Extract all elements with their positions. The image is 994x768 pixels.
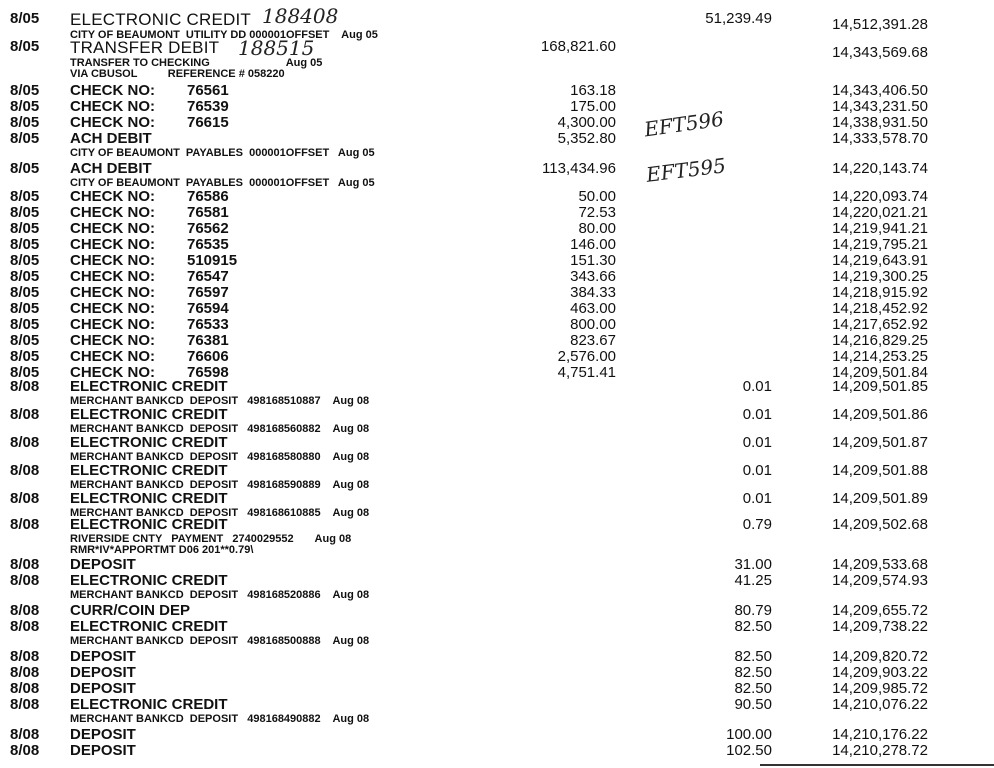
transaction-type: CHECK NO: (70, 316, 155, 333)
transaction-type: CHECK NO: (70, 348, 155, 365)
credit-amount: 100.00 (726, 726, 772, 743)
transaction-description (70, 648, 136, 665)
running-balance: 14,219,795.21 (832, 236, 928, 253)
debit-amount: 72.53 (578, 204, 616, 221)
check-number: 76598 (187, 364, 229, 381)
credit-amount: 31.00 (734, 556, 772, 573)
transaction-date: 8/08 (10, 696, 40, 713)
transaction-description (70, 82, 229, 99)
handwritten-note-188515: 188515 (238, 36, 315, 60)
transaction-description (70, 664, 136, 681)
handwritten-note-188408: 188408 (262, 4, 339, 28)
transaction-type: ACH DEBIT (70, 130, 152, 147)
transaction-description (70, 220, 229, 237)
running-balance: 14,210,278.72 (832, 742, 928, 759)
check-number: 76597 (187, 284, 229, 301)
transaction-detail-line: MERCHANT BANKCD DEPOSIT 498168510887 Aug 08 (70, 395, 370, 407)
transaction-type: DEPOSIT (70, 648, 136, 665)
transaction-detail-line: CITY OF BEAUMONT PAYABLES 000001OFFSET Aug 05 (70, 147, 375, 159)
transaction-date: 8/08 (10, 516, 40, 533)
running-balance: 14,338,931.50 (832, 114, 928, 131)
transaction-date: 8/05 (10, 332, 40, 349)
transaction-type: ELECTRONIC CREDIT (70, 462, 228, 479)
transaction-description (70, 406, 228, 423)
running-balance: 14,209,501.85 (832, 378, 928, 395)
transaction-detail-line: CITY OF BEAUMONT UTILITY DD 000001OFFSET Aug 05 (70, 29, 378, 41)
transaction-date: 8/05 (10, 284, 40, 301)
credit-amount: 0.79 (742, 516, 772, 533)
credit-amount: 0.01 (742, 434, 772, 451)
running-balance: 14,220,021.21 (832, 204, 928, 221)
transaction-type: CHECK NO: (70, 114, 155, 131)
transaction-date: 8/05 (10, 236, 40, 253)
transaction-detail-line: RIVERSIDE CNTY PAYMENT 2740029552 Aug 08 (70, 533, 352, 545)
transaction-type: ELECTRONIC CREDIT (70, 516, 228, 533)
transaction-description (70, 38, 219, 58)
transaction-type: CHECK NO: (70, 220, 155, 237)
transaction-type: CHECK NO: (70, 300, 155, 317)
transaction-detail-line: MERCHANT BANKCD DEPOSIT 498168580880 Aug 08 (70, 451, 370, 463)
transaction-type: DEPOSIT (70, 556, 136, 573)
transaction-date: 8/05 (10, 348, 40, 365)
transaction-date: 8/08 (10, 680, 40, 697)
transaction-detail-line: MERCHANT BANKCD DEPOSIT 498168590889 Aug 08 (70, 479, 370, 491)
transaction-type: DEPOSIT (70, 664, 136, 681)
transaction-type: CHECK NO: (70, 252, 155, 269)
transaction-detail-line: VIA CBUSOL REFERENCE # 058220 (70, 68, 285, 80)
transaction-type: DEPOSIT (70, 742, 136, 759)
credit-amount: 80.79 (734, 602, 772, 619)
transaction-date: 8/08 (10, 618, 40, 635)
credit-amount: 0.01 (742, 462, 772, 479)
transaction-description (70, 556, 136, 573)
check-number: 76562 (187, 220, 229, 237)
transaction-type: CHECK NO: (70, 332, 155, 349)
transaction-description (70, 252, 237, 269)
debit-amount: 146.00 (570, 236, 616, 253)
debit-amount: 113,434.96 (542, 160, 616, 177)
transaction-description (70, 602, 190, 619)
running-balance: 14,219,941.21 (832, 220, 928, 237)
transaction-type: CHECK NO: (70, 364, 155, 381)
check-number: 76561 (187, 82, 229, 99)
credit-amount: 82.50 (734, 648, 772, 665)
transaction-description (70, 696, 228, 713)
credit-amount: 82.50 (734, 680, 772, 697)
credit-amount: 82.50 (734, 618, 772, 635)
transaction-date: 8/08 (10, 406, 40, 423)
transaction-date: 8/05 (10, 160, 40, 177)
transaction-description (70, 348, 229, 365)
debit-amount: 823.67 (570, 332, 616, 349)
transaction-date: 8/05 (10, 10, 40, 27)
transaction-date: 8/08 (10, 572, 40, 589)
running-balance: 14,209,533.68 (832, 556, 928, 573)
transaction-date: 8/08 (10, 602, 40, 619)
transaction-detail-line: MERCHANT BANKCD DEPOSIT 498168610885 Aug 08 (70, 507, 370, 519)
transaction-type: CHECK NO: (70, 284, 155, 301)
transaction-date: 8/05 (10, 316, 40, 333)
credit-amount: 82.50 (734, 664, 772, 681)
transaction-type: CURR/COIN DEP (70, 602, 191, 619)
transaction-date: 8/08 (10, 726, 40, 743)
transaction-type: DEPOSIT (70, 726, 136, 743)
running-balance: 14,209,501.86 (832, 406, 928, 423)
running-balance: 14,220,093.74 (832, 188, 928, 205)
transaction-description (70, 114, 229, 131)
running-balance: 14,218,915.92 (832, 284, 928, 301)
transaction-date: 8/08 (10, 742, 40, 759)
credit-amount: 0.01 (742, 378, 772, 395)
transaction-date: 8/05 (10, 300, 40, 317)
debit-amount: 5,352.80 (557, 130, 616, 147)
running-balance: 14,209,502.68 (832, 516, 928, 533)
transaction-date: 8/05 (10, 252, 40, 269)
debit-amount: 4,751.41 (557, 364, 616, 381)
transaction-description (70, 726, 136, 743)
transaction-description (70, 300, 229, 317)
debit-amount: 50.00 (578, 188, 616, 205)
transaction-detail-line: MERCHANT BANKCD DEPOSIT 498168520886 Aug 08 (70, 589, 370, 601)
transaction-date: 8/05 (10, 268, 40, 285)
running-balance: 14,343,231.50 (832, 98, 928, 115)
check-number: 76606 (187, 348, 229, 365)
debit-amount: 463.00 (570, 300, 616, 317)
transaction-description (70, 284, 229, 301)
transaction-description (70, 516, 228, 533)
debit-amount: 343.66 (570, 268, 616, 285)
transaction-date: 8/05 (10, 114, 40, 131)
debit-amount: 4,300.00 (557, 114, 616, 131)
transaction-date: 8/05 (10, 204, 40, 221)
transaction-description (70, 98, 229, 115)
check-number: 76586 (187, 188, 229, 205)
debit-amount: 175.00 (570, 98, 616, 115)
running-balance: 14,209,501.88 (832, 462, 928, 479)
transaction-type: ELECTRONIC CREDIT (70, 406, 228, 423)
transaction-description (70, 188, 229, 205)
transaction-type: ELECTRONIC CREDIT (70, 696, 228, 713)
transaction-type: DEPOSIT (70, 680, 136, 697)
running-balance: 14,209,820.72 (832, 648, 928, 665)
transaction-type: ELECTRONIC CREDIT (70, 490, 228, 507)
transaction-date: 8/05 (10, 38, 40, 55)
transaction-description (70, 742, 136, 759)
transaction-date: 8/05 (10, 98, 40, 115)
check-number: 76535 (187, 236, 229, 253)
transaction-type: ELECTRONIC CREDIT (70, 378, 228, 395)
transaction-type: ELECTRONIC CREDIT (70, 434, 228, 451)
running-balance: 14,209,655.72 (832, 602, 928, 619)
running-balance: 14,218,452.92 (832, 300, 928, 317)
transaction-date: 8/05 (10, 130, 40, 147)
transaction-description (70, 130, 152, 147)
running-balance: 14,343,569.68 (832, 44, 928, 61)
transaction-description (70, 332, 229, 349)
running-balance: 14,512,391.28 (832, 16, 928, 33)
running-balance: 14,214,253.25 (832, 348, 928, 365)
transaction-description (70, 490, 228, 507)
transaction-description (70, 10, 251, 30)
transaction-date: 8/08 (10, 490, 40, 507)
transaction-detail-line: MERCHANT BANKCD DEPOSIT 498168490882 Aug 08 (70, 713, 370, 725)
transaction-description (70, 268, 229, 285)
transaction-description (70, 618, 228, 635)
credit-amount: 41.25 (734, 572, 772, 589)
running-balance: 14,210,176.22 (832, 726, 928, 743)
scan-edge-line (760, 764, 994, 766)
transaction-detail-line: TRANSFER TO CHECKING Aug 05 (70, 57, 323, 69)
check-number: 76547 (187, 268, 229, 285)
transaction-detail-line: MERCHANT BANKCD DEPOSIT 498168560882 Aug 08 (70, 423, 370, 435)
running-balance: 14,209,574.93 (832, 572, 928, 589)
transaction-type: ELECTRONIC CREDIT (70, 10, 251, 29)
transaction-description (70, 680, 136, 697)
debit-amount: 800.00 (570, 316, 616, 333)
transaction-date: 8/05 (10, 364, 40, 381)
transaction-type: CHECK NO: (70, 236, 155, 253)
transaction-description (70, 236, 229, 253)
running-balance: 14,220,143.74 (832, 160, 928, 177)
transaction-description (70, 572, 228, 589)
transaction-description (70, 204, 229, 221)
credit-amount: 51,239.49 (705, 10, 772, 27)
check-number: 76615 (187, 114, 229, 131)
debit-amount: 151.30 (570, 252, 616, 269)
credit-amount: 102.50 (726, 742, 772, 759)
transaction-date: 8/08 (10, 664, 40, 681)
transaction-type: CHECK NO: (70, 188, 155, 205)
transaction-detail-line: RMR*IV*APPORTMT D06 201**0.79\ (70, 544, 254, 556)
check-number: 76381 (187, 332, 229, 349)
running-balance: 14,209,501.87 (832, 434, 928, 451)
check-number: 76533 (187, 316, 229, 333)
transaction-type: CHECK NO: (70, 98, 155, 115)
check-number: 76581 (187, 204, 229, 221)
running-balance: 14,219,643.91 (832, 252, 928, 269)
running-balance: 14,209,738.22 (832, 618, 928, 635)
debit-amount: 384.33 (570, 284, 616, 301)
transaction-description (70, 316, 229, 333)
running-balance: 14,216,829.25 (832, 332, 928, 349)
transaction-description (70, 434, 228, 451)
transaction-date: 8/08 (10, 556, 40, 573)
transaction-type: CHECK NO: (70, 268, 155, 285)
running-balance: 14,209,501.89 (832, 490, 928, 507)
transaction-date: 8/05 (10, 220, 40, 237)
running-balance: 14,333,578.70 (832, 130, 928, 147)
transaction-detail-line: MERCHANT BANKCD DEPOSIT 498168500888 Aug 08 (70, 635, 370, 647)
credit-amount: 0.01 (742, 406, 772, 423)
transaction-detail-line: CITY OF BEAUMONT PAYABLES 000001OFFSET Aug 05 (70, 177, 375, 189)
check-number: 76594 (187, 300, 229, 317)
transaction-description (70, 160, 152, 177)
transaction-type: TRANSFER DEBIT (70, 38, 220, 57)
running-balance: 14,217,652.92 (832, 316, 928, 333)
check-number: 76539 (187, 98, 229, 115)
running-balance: 14,343,406.50 (832, 82, 928, 99)
transaction-type: ELECTRONIC CREDIT (70, 618, 228, 635)
running-balance: 14,209,985.72 (832, 680, 928, 697)
transaction-date: 8/08 (10, 648, 40, 665)
handwritten-note-eft596: EFT596 (642, 106, 726, 142)
transaction-date: 8/08 (10, 462, 40, 479)
transaction-description (70, 462, 228, 479)
transaction-date: 8/08 (10, 434, 40, 451)
transaction-type: CHECK NO: (70, 82, 155, 99)
credit-amount: 0.01 (742, 490, 772, 507)
credit-amount: 90.50 (734, 696, 772, 713)
debit-amount: 168,821.60 (540, 38, 616, 55)
transaction-date: 8/05 (10, 82, 40, 99)
running-balance: 14,209,501.84 (832, 364, 928, 381)
transaction-type: ELECTRONIC CREDIT (70, 572, 228, 589)
check-number: 510915 (187, 252, 238, 269)
transaction-type: CHECK NO: (70, 204, 155, 221)
handwritten-note-eft595: EFT595 (644, 153, 728, 187)
running-balance: 14,209,903.22 (832, 664, 928, 681)
running-balance: 14,219,300.25 (832, 268, 928, 285)
transaction-date: 8/08 (10, 378, 40, 395)
transaction-type: ACH DEBIT (70, 160, 152, 177)
running-balance: 14,210,076.22 (832, 696, 928, 713)
transaction-description (70, 378, 228, 395)
debit-amount: 80.00 (578, 220, 616, 237)
debit-amount: 2,576.00 (557, 348, 616, 365)
debit-amount: 163.18 (570, 82, 616, 99)
transaction-date: 8/05 (10, 188, 40, 205)
